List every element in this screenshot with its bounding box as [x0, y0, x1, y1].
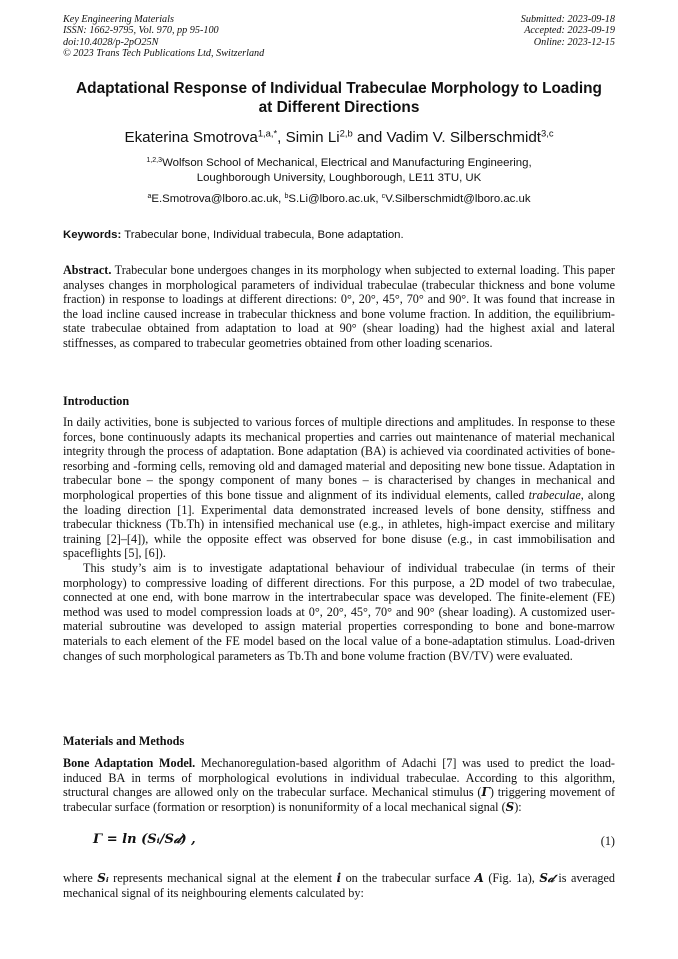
equation-number: (1) — [600, 834, 615, 848]
affiliation-line-2: Loughborough University, Loughborough, LE11 3TU, UK — [196, 171, 482, 184]
math-symbol: i — [336, 871, 342, 885]
accepted-date: Accepted: 2023-09-19 — [524, 25, 615, 37]
author-2: Simin Li — [285, 129, 340, 146]
section-heading-introduction: Introduction — [63, 394, 130, 408]
paragraph-text: on the trabecular surface — [341, 871, 475, 885]
author-separator: , — [277, 129, 286, 146]
title-line-2: at Different Directions — [258, 98, 420, 116]
issn-line: ISSN: 1662-9795, Vol. 970, pp 95-100 — [63, 25, 219, 37]
methods-body — [63, 756, 615, 814]
email-marker: a — [147, 192, 152, 200]
author-list — [40, 129, 638, 147]
math-symbol: S𝒹 — [539, 871, 554, 885]
email-link[interactable]: E.Smotrova@lboro.ac.uk, — [151, 193, 285, 205]
paragraph-text: In daily activities, bone is subjected to various forces of multiple directions and amplitudes. In response to these forces, bone continuously adapts its mechanical properties and carries out maintenance of material mechanical integrity through the process of adaptation. Bone adaptation (BA) is achieved via coordinated activities of bone-resorbing and -forming cells, removing old and damaged material and depositing new bone tissue. Adaptation in trabecular bone – the spongy component of many bones – is characterised by changes in mechanical and morphological properties of this bone tissue and alignment of its individual elements, called — [63, 415, 615, 502]
doi-line: doi:10.4028/p-2pO25N — [63, 36, 159, 48]
author-1-marker: 1,a,* — [257, 127, 278, 139]
affiliation — [63, 156, 615, 185]
online-date: Online: 2023-12-15 — [533, 36, 615, 48]
journal-name: Key Engineering Materials — [63, 14, 174, 25]
section-heading-methods: Materials and Methods — [63, 734, 185, 748]
author-1: Ekaterina Smotrova — [124, 129, 258, 146]
email-link[interactable]: S.Li@lboro.ac.uk, — [288, 193, 382, 205]
author-emails — [63, 192, 615, 206]
affiliation-line-1: Wolfson School of Mechanical, Electrical and Manufacturing Engineering, — [162, 157, 532, 169]
paragraph — [63, 415, 615, 561]
email-marker: c — [381, 192, 386, 200]
math-symbol: Γ — [481, 785, 490, 800]
abstract-text: Trabecular bone undergoes changes in its morphology when subjected to external loading. This paper analyses changes in morphological parameters of individual trabeculae (trabecular thickness and bone volume fraction) in response to loadings at different directions: 0°, 20°, 45°, 70° and 90°. It was found that increase in the load incline caused increase in trabecular thickness and bone volume fraction. In addition, the equilibrium-state trabeculae obtained from adaptation to load at 90° (shear loading) had the highest axial and lateral stiffnesses, as compared to trabecular geometries obtained from other loading scenarios. — [63, 263, 615, 350]
author-2-marker: 2,b — [339, 127, 353, 139]
author-3: Vadim V. Silberschmidt — [386, 129, 541, 146]
keywords-label: Keywords: — [63, 229, 122, 241]
paragraph-text: , along the loading direction [1]. Experimental data demonstrated increased levels of bone density, stiffness and trabecular thickness (Tb.Th) in intensified mechanical use (e.g., in athletes, high-impact exercise and military training [2]–[4]), while the opposite effect was observed for bone disuse (e.g., in cast immobilisation and spaceflights [5], [6]). — [63, 487, 616, 561]
copyright-line: © 2023 Trans Tech Publications Ltd, Switzerland — [63, 48, 265, 60]
paragraph-text: ) triggering movement of trabecular surface (formation or resorption) is nonuniformity of a local mechanical signal ( — [63, 785, 616, 814]
email-marker: b — [284, 192, 289, 200]
journal-info — [63, 14, 264, 60]
paper-title — [63, 80, 615, 117]
submitted-date: Submitted: 2023-09-18 — [520, 14, 615, 25]
paragraph-text: where — [63, 871, 98, 885]
subsection-heading: Bone Adaptation Model. — [63, 756, 196, 770]
dates-info — [521, 14, 615, 48]
emphasis-text: trabeculae — [528, 487, 581, 502]
affiliation-marker: 1,2,3 — [146, 156, 163, 164]
author-3-marker: 3,c — [540, 127, 554, 139]
keywords — [63, 228, 615, 242]
equation-1 — [63, 832, 615, 852]
email-link[interactable]: V.Silberschmidt@lboro.ac.uk — [385, 193, 531, 205]
math-symbol: A — [474, 871, 484, 885]
author-separator: and — [352, 129, 387, 146]
paragraph-text: ): — [514, 799, 522, 814]
paragraph — [63, 871, 615, 900]
methods-body-continued — [63, 871, 615, 900]
math-symbol: S — [505, 799, 515, 814]
title-line-1: Adaptational Response of Individual Trabeculae Morphology to Loading — [76, 80, 602, 97]
paragraph — [63, 756, 615, 814]
keywords-text: Trabecular bone, Individual trabecula, Bone adaptation. — [121, 229, 404, 241]
paragraph-text: is averaged mechanical signal of its neighbouring elements calculated by: — [63, 871, 615, 900]
paragraph-text: represents mechanical signal at the element — [108, 871, 337, 885]
paragraph-text: (Fig. 1a), — [483, 871, 540, 885]
equation-formula: Γ = ln (Sᵢ/S𝒹) , — [93, 832, 196, 847]
abstract-label: Abstract. — [63, 263, 112, 277]
paragraph-text: Mechanoregulation-based algorithm of Adachi [7] was used to predict the load-induced BA in terms of morphological evolutions in individual trabeculae. According to this algorithm, structural changes are allowed only on the trabecular surface. Mechanical stimulus ( — [63, 756, 615, 800]
math-symbol: Sᵢ — [97, 871, 109, 885]
paragraph: This study’s aim is to investigate adaptational behaviour of individual trabeculae (in terms of their morphology) to compressive loading of different directions. For this purpose, a 2D model of two trabeculae, connected at one end, with bone marrow in the intertrabecular space was developed. The finite-element (FE) method was used to model compression loads at 0°, 20°, 45°, 70° and 90° (shear loading). A customized user-material subroutine was developed to assign material properties corresponding to bone and bone-marrow materials to each element of the FE model based on the local value of a bone-adaptation stimulus. Load-driven changes of such morphological parameters as Tb.Th and bone volume fraction (BV/TV) were evaluated. — [63, 560, 615, 663]
introduction-body — [63, 415, 615, 663]
abstract — [63, 263, 615, 351]
